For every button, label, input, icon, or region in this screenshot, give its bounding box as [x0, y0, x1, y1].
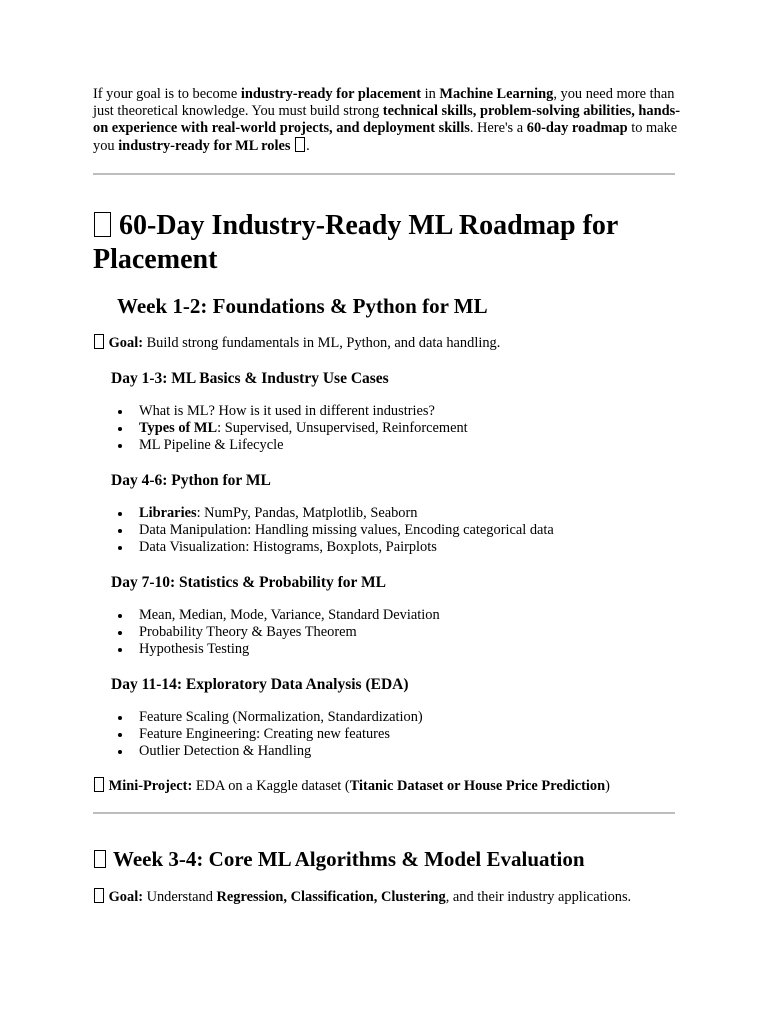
- main-title-text: 60-Day Industry-Ready ML Roadmap for Placement: [93, 210, 618, 275]
- list-item: Feature Engineering: Creating new features: [139, 726, 683, 743]
- intro-text: , you need more than just theoretical knowledge. You must build strong: [93, 86, 675, 119]
- mini-project: Mini-Project: EDA on a Kaggle dataset (Titanic Dataset or House Price Prediction): [93, 777, 683, 795]
- list-item: Feature Scaling (Normalization, Standardization): [139, 709, 683, 726]
- intro-text: to make you: [93, 120, 678, 154]
- day-heading: Day 1-3: ML Basics & Industry Use Cases: [111, 370, 389, 387]
- list-item: Probability Theory & Bayes Theorem: [139, 624, 683, 641]
- day-heading: Day 4-6: Python for ML: [111, 472, 271, 489]
- emoji-placeholder-icon: [94, 212, 111, 237]
- week-3-heading-text: Week 3-4: Core ML Algorithms & Model Evaluation: [113, 847, 585, 871]
- list-item: Data Visualization: Histograms, Boxplots, Pairplots: [139, 539, 683, 556]
- week-1-heading: Week 1-2: Foundations & Python for ML: [117, 294, 488, 318]
- intro-bold: industry-ready for ML roles: [118, 138, 291, 154]
- goal-label: Goal:: [108, 889, 143, 905]
- day-heading: Day 11-14: Exploratory Data Analysis (EDA): [111, 676, 409, 693]
- intro-text: .: [306, 138, 310, 154]
- emoji-placeholder-icon: [94, 888, 104, 903]
- list-item: Data Manipulation: Handling missing values, Encoding categorical data: [139, 522, 683, 539]
- intro-bold: technical skills, problem-solving abilities, hands-on experience with real-world projects, and deployment skills: [93, 103, 680, 136]
- divider: [93, 812, 675, 814]
- day-topic-list: [93, 505, 683, 556]
- emoji-placeholder-icon: [295, 137, 305, 152]
- list-item: Mean, Median, Mode, Variance, Standard Deviation: [139, 607, 683, 624]
- intro-bold: industry-ready for placement: [240, 86, 422, 102]
- list-item: ML Pipeline & Lifecycle: [139, 437, 683, 454]
- week-3-heading: [93, 846, 683, 872]
- week-1-goal: [93, 334, 683, 352]
- divider: [93, 173, 675, 175]
- emoji-placeholder-icon: [94, 334, 104, 349]
- emoji-placeholder-icon: [94, 850, 106, 868]
- goal-text: Build strong fundamentals in ML, Python, and data handling.: [142, 335, 501, 351]
- emoji-placeholder-icon: [94, 777, 104, 792]
- list-item: Libraries: NumPy, Pandas, Matplotlib, Seaborn: [139, 505, 683, 522]
- intro-text: in: [421, 86, 440, 102]
- intro-bold: Machine Learning: [439, 86, 554, 102]
- day-topic-list: [93, 709, 683, 760]
- intro-text: . Here's a: [469, 120, 527, 136]
- day-heading: Day 7-10: Statistics & Probability for ML: [111, 574, 386, 591]
- intro-paragraph: [93, 86, 683, 155]
- list-item: What is ML? How is it used in different industries?: [139, 403, 683, 420]
- day-topic-list: [93, 607, 683, 658]
- main-title: [93, 209, 683, 277]
- list-item: Outlier Detection & Handling: [139, 743, 683, 760]
- list-item: Types of ML: Supervised, Unsupervised, Reinforcement: [139, 420, 683, 437]
- week-3-goal: Goal: Understand Regression, Classification, Clustering, and their industry applications.: [93, 888, 683, 906]
- mini-project-label: Mini-Project:: [108, 778, 193, 794]
- goal-label: Goal:: [108, 335, 143, 351]
- intro-text: If your goal is to become: [93, 86, 241, 102]
- list-item: Hypothesis Testing: [139, 641, 683, 658]
- intro-bold: 60-day roadmap: [526, 120, 628, 136]
- document-content: [93, 86, 683, 906]
- day-topic-list: [93, 403, 683, 454]
